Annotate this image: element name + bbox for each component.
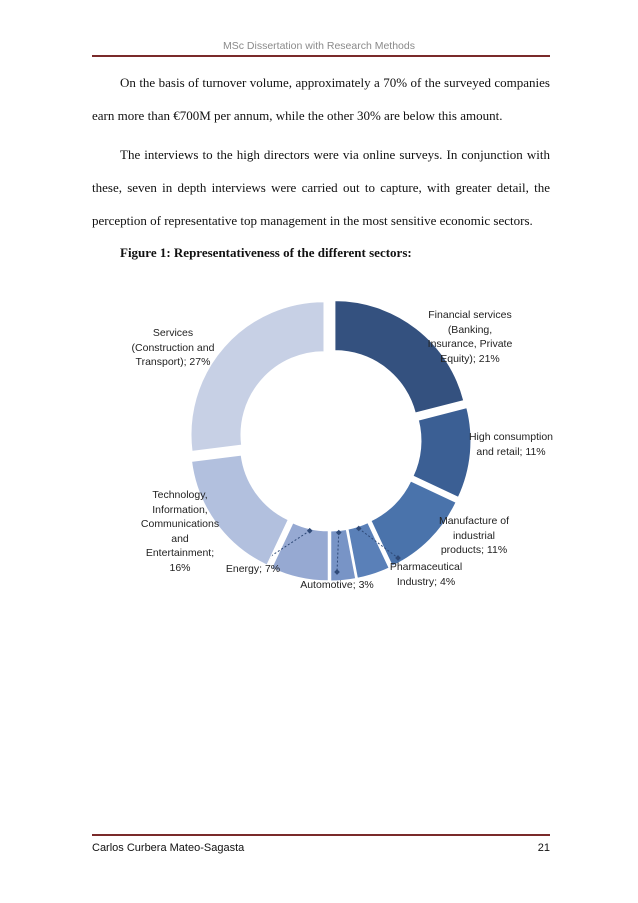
data-label-7 bbox=[110, 326, 236, 370]
data-label-line: Technology, bbox=[152, 489, 208, 501]
sector-doughnut-chart bbox=[0, 290, 638, 610]
data-label-line: Industry; 4% bbox=[396, 575, 456, 588]
data-label-line: Energy; 7% bbox=[225, 563, 281, 575]
data-label-line: Automotive; 3% bbox=[300, 579, 374, 591]
data-label-0 bbox=[410, 308, 530, 366]
data-label-line: Entertainment; bbox=[145, 547, 215, 559]
data-label-line: Insurance, Private bbox=[427, 338, 513, 350]
doughnut-slice-7 bbox=[191, 302, 324, 452]
paragraph-turnover: On the basis of turnover volume, approximately a 70% of the surveyed companies earn more than €700M per annum, while the other 30% are below this amount. bbox=[92, 75, 550, 123]
header-rule bbox=[92, 55, 550, 57]
data-label-line: products; 11% bbox=[440, 544, 508, 556]
data-label-4 bbox=[282, 578, 392, 593]
figure-title: Figure 1: Representativeness of the different sectors: bbox=[120, 245, 412, 260]
data-label-line: 16% bbox=[169, 561, 191, 574]
page-number: 21 bbox=[537, 842, 550, 854]
data-label-line: (Banking, bbox=[447, 323, 493, 336]
data-label-line: Transport); 27% bbox=[135, 356, 211, 368]
data-label-line: (Construction and bbox=[131, 341, 215, 354]
data-label-line: Pharmaceutical bbox=[389, 561, 463, 573]
data-label-line: Equity); 21% bbox=[440, 352, 500, 365]
data-label-line: Financial services bbox=[428, 309, 512, 321]
data-label-line: Manufacture of bbox=[438, 515, 510, 527]
data-label-line: and retail; 11% bbox=[476, 445, 546, 458]
footer-rule bbox=[92, 834, 550, 836]
data-label-1 bbox=[458, 430, 564, 459]
data-label-line: industrial bbox=[452, 529, 496, 542]
data-label-line: and bbox=[171, 532, 189, 545]
data-label-line: Information, bbox=[152, 503, 208, 516]
data-label-6 bbox=[130, 488, 230, 575]
footer-author: Carlos Curbera Mateo-Sagasta bbox=[92, 842, 245, 854]
data-label-2 bbox=[418, 514, 530, 558]
data-label-line: Communications bbox=[140, 518, 220, 530]
data-label-line: High consumption bbox=[468, 431, 554, 443]
page-header: MSc Dissertation with Research Methods bbox=[223, 40, 415, 52]
data-label-line: Services bbox=[152, 327, 194, 339]
paragraph-interviews: The interviews to the high directors were via online surveys. In conjunction with these, seven in depth interviews were carried out to capture, with greater detail, the perception of representative top management in the most sensitive economic sectors. bbox=[92, 147, 550, 228]
